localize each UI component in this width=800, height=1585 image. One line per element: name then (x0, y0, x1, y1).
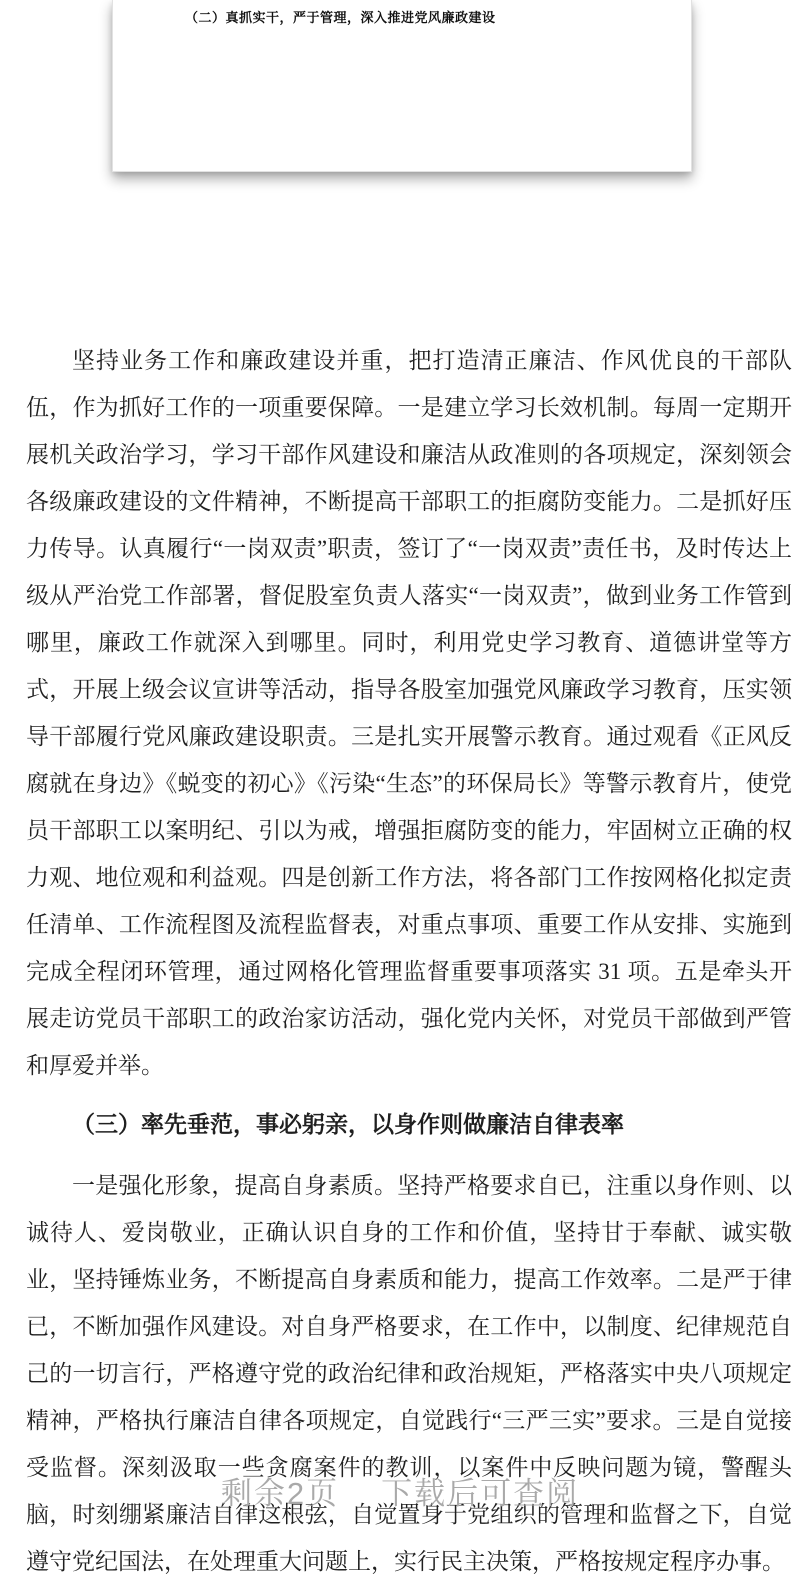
previous-page-preview-card (112, 0, 692, 172)
download-to-view-hint: 下载后可查阅 (381, 1476, 580, 1511)
paragraph-section2-body: 坚持业务工作和廉政建设并重，把打造清正廉洁、作风优良的干部队伍，作为抓好工作的一项重要保障。一是建立学习长效机制。每周一定期开展机关政治学习，学习干部作风建设和廉洁从政准则的各项规定，深刻领会各级廉政建设的文件精神，不断提高干部职工的拒腐防变能力。二是抓好压力传导。认真履行“一岗双责”职责，签订了“一岗双责”责任书，及时传达上级从严治党工作部署，督促股室负责人落实“一岗双责”，做到业务工作管到哪里，廉政工作就深入到哪里。同时，利用党史学习教育、道德讲堂等方式，开展上级会议宣讲等活动，指导各股室加强党风廉政学习教育，压实领导干部履行党风廉政建设职责。三是扎实开展警示教育。通过观看《正风反腐就在身边》《蜕变的初心》《污染“生态”的环保局长》等警示教育片，使党员干部职工以案明纪、引以为戒，增强拒腐防变的能力，牢固树立正确的权力观、地位观和利益观。四是创新工作方法，将各部门工作按网格化拟定责任清单、工作流程图及流程监督表，对重点事项、重要工作从安排、实施到完成全程闭环管理，通过网格化管理监督重要事项落实 31 项。五是牵头开展走访党员干部职工的政治家访活动，强化党内关怀，对党员干部做到严管和厚爱并举。 (26, 348, 792, 1078)
remaining-pages-notice (0, 1468, 800, 1513)
previous-page-section-heading: （二）真抓实干，严于管理，深入推进党风廉政建设 (185, 10, 496, 25)
document-body (26, 337, 792, 1585)
remaining-pages-count: 剩余2页 (220, 1476, 340, 1511)
section-heading-3: （三）率先垂范，事必躬亲，以身作则做廉洁自律表率 (72, 1112, 624, 1137)
paragraph-section3-body: 一是强化形象，提高自身素质。坚持严格要求自已，注重以身作则、以诚待人、爱岗敬业，正确认识自身的工作和价值，坚持甘于奉献、诚实敬业，坚持锤炼业务，不断提高自身素质和能力，提高工作效率。二是严于律已，不断加强作风建设。对自身严格要求，在工作中，以制度、纪律规范自己的一切言行，严格遵守党的政治纪律和政治规矩，严格落实中央八项规定精神，严格执行廉洁自律各项规定，自觉践行“三严三实”要求。三是自觉接受监督。深刻汲取一些贪腐案件的教训，以案件中反映问题为镜，警醒头脑，时刻绷紧廉洁自律这根弦，自觉置身于党组织的管理和监督之下，自觉遵守党纪国法，在处理重大问题上，实行民主决策，严格按规定程序办事。 (26, 1173, 792, 1574)
